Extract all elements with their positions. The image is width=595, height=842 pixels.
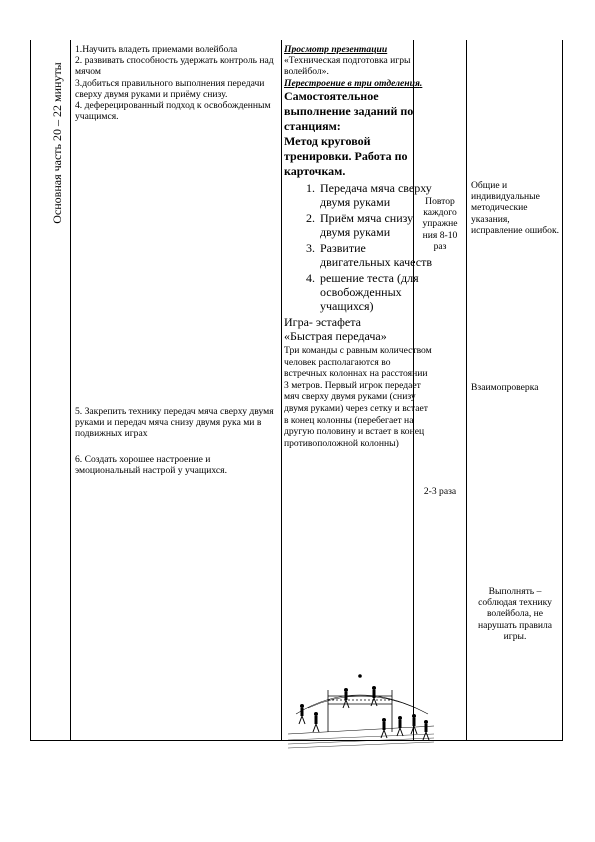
method-heading: Метод круговой тренировки. Работа по карточкам.: [284, 134, 408, 178]
column-divider-1: [70, 40, 71, 741]
content-cell: [284, 44, 434, 449]
presentation-title: «Техническая подготовка игры волейбол».: [284, 55, 411, 77]
notes-second: Взаимопроверка: [471, 382, 539, 393]
relay-title: Игра- эстафета: [284, 315, 361, 329]
objective-item: 5. Закрепить технику передач мяча сверху двумя руками и передач мяча снизу двумя рука ми в подвижных играх: [75, 406, 274, 440]
objective-item: 1.Научить владеть приемами волейбола: [75, 44, 238, 55]
table-border-left: [30, 40, 31, 741]
task-item: 4. решение теста (для освобожденных учащихся): [318, 271, 434, 313]
objective-item: 2. развивать способность удержать контроль над мячом: [75, 55, 274, 78]
section-label-cell: [44, 40, 66, 741]
task-item: 3. Развитие двигательных качеств: [318, 241, 434, 269]
stations-heading: Самостоятельное выполнение заданий по станциям:: [284, 89, 414, 133]
relay-name: «Быстрая передача»: [284, 329, 387, 343]
dosage-second: 2-3 раза: [423, 486, 457, 497]
regroup-dot: .: [419, 78, 423, 89]
objective-item: 6. Создать хорошее настроение и эмоциональный настрой у учащихся.: [75, 453, 227, 476]
dosage-first: Повтор каждого упражне ния 8-10 раз: [422, 196, 458, 252]
task-item: 1. Передача мяча сверху двумя руками: [318, 181, 434, 209]
task-list: [284, 181, 434, 313]
presentation-link[interactable]: Просмотр презентации: [284, 44, 388, 55]
section-label: Основная часть 20 – 22 минуты: [50, 62, 64, 224]
task-item: 2. Приём мяча снизу двумя руками: [318, 211, 434, 239]
objective-item: 4. деферецированный подход к освобожденным учащимся.: [75, 100, 271, 123]
objectives-top: [75, 44, 277, 122]
notes-first: Общие и индивидуальные методические указания, исправление ошибок.: [471, 180, 560, 236]
relay-description: Три команды с равным количеством человек располагаются во встречных колоннах на расстоянии 3 метров. Первый игрок передает мяч сверху двумя руками (снизу двумя руками) через сетку и встает в конец колонны (перебегает на другую половину и встает в конец противоположной колонны): [284, 345, 432, 449]
objectives-bottom: [75, 406, 277, 476]
notes-third: Выполнять – соблюдая технику волейбола, не нарушать правила игры.: [477, 586, 553, 642]
volleyball-players-illustration: [288, 662, 434, 752]
column-divider-4: [466, 40, 467, 741]
table-border-right: [562, 40, 563, 741]
column-divider-2: [281, 40, 282, 741]
regroup-link[interactable]: Перестроение в три отделения: [284, 78, 420, 89]
objective-item: 3.добиться правильного выполнения передачи сверху двумя руками и приёму снизу.: [75, 77, 265, 100]
lesson-table: [30, 40, 563, 741]
